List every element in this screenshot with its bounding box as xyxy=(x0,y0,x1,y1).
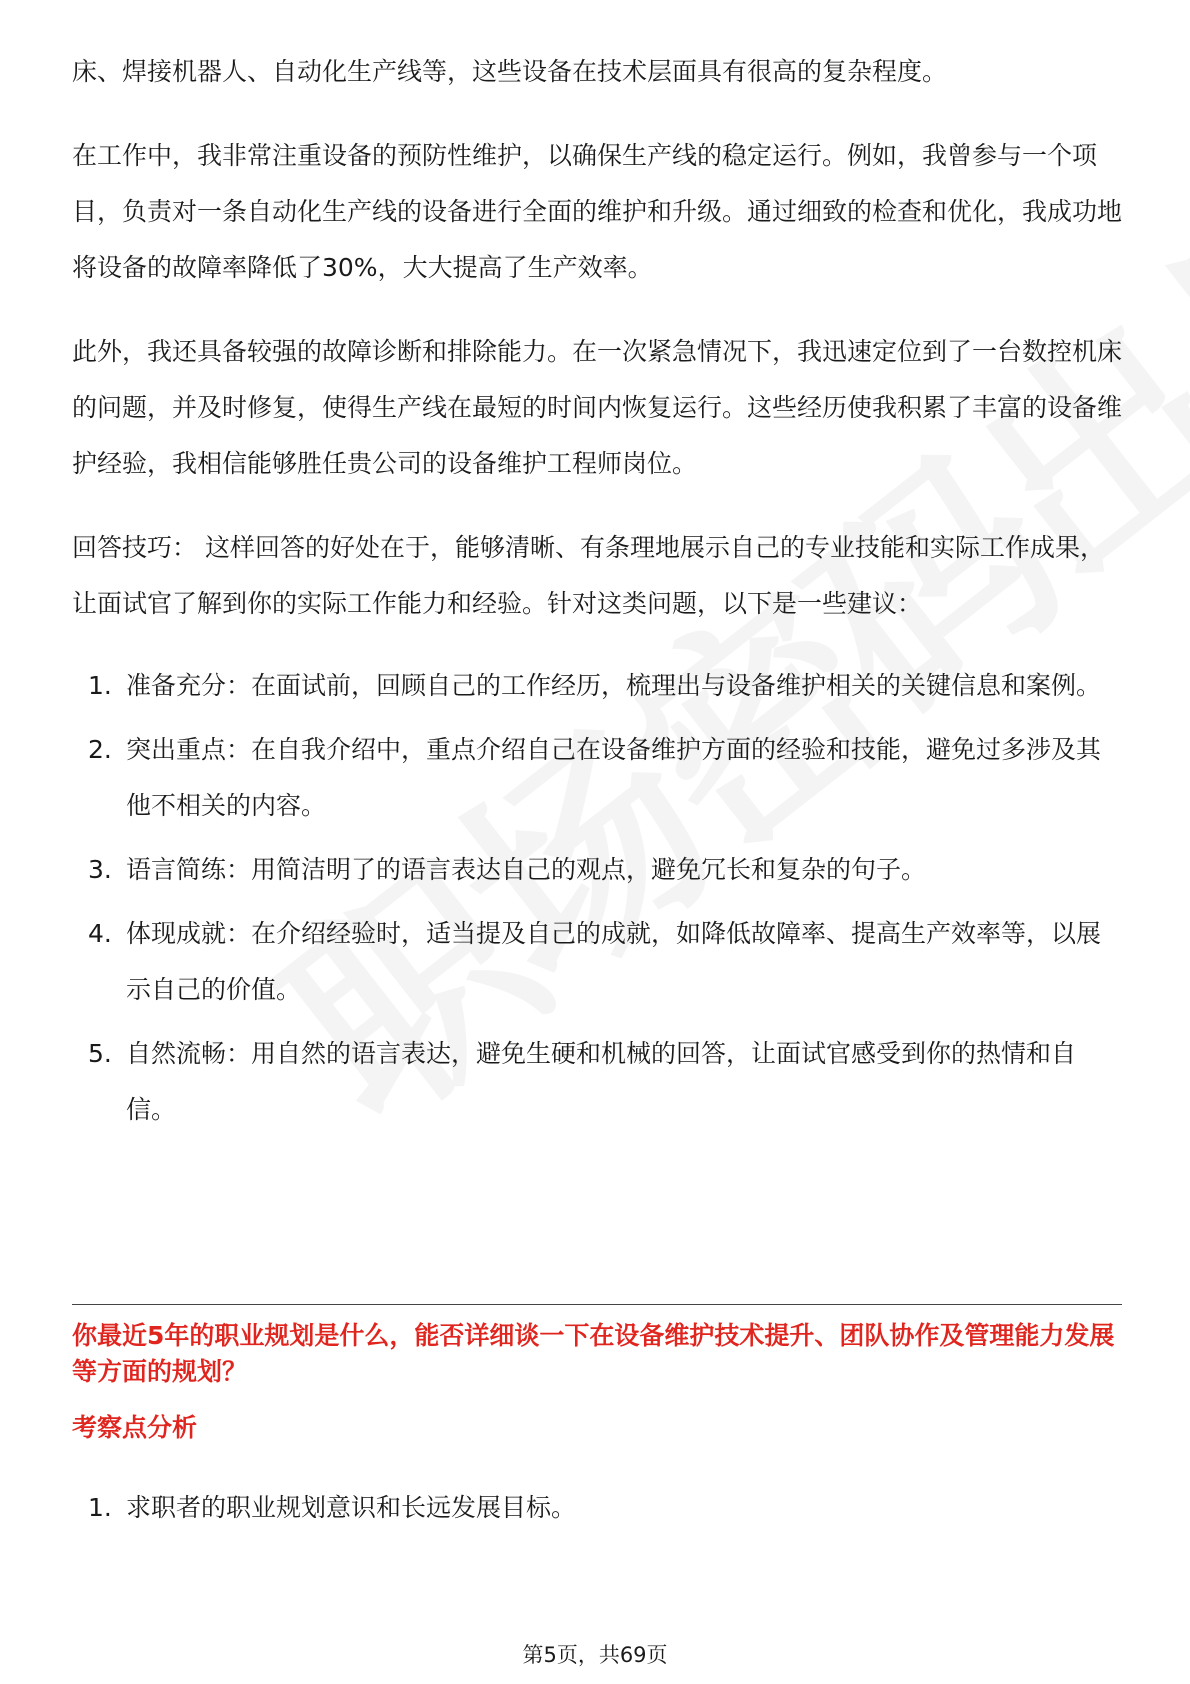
analysis-heading: 考察点分析 xyxy=(72,1413,198,1442)
list-item xyxy=(72,722,1122,834)
page-footer: 第5页，共69页 xyxy=(522,1643,668,1667)
section-divider xyxy=(72,1304,1122,1305)
tips-list xyxy=(72,658,1122,1138)
list-item xyxy=(72,658,1122,714)
list-item xyxy=(72,1480,1122,1536)
list-item-text: 准备充分：在面试前，回顾自己的工作经历，梳理出与设备维护相关的关键信息和案例。 xyxy=(126,671,1102,700)
list-item-text: 突出重点：在自我介绍中，重点介绍自己在设备维护方面的经验和技能，避免过多涉及其他不相关的内容。 xyxy=(126,735,1102,820)
list-item-text: 求职者的职业规划意识和长远发展目标。 xyxy=(126,1493,577,1522)
list-item-text: 自然流畅：用自然的语言表达，避免生硬和机械的回答，让面试官感受到你的热情和自信。 xyxy=(126,1039,1077,1124)
paragraph-3: 此外，我还具备较强的故障诊断和排除能力。在一次紧急情况下，我迅速定位到了一台数控机床的问题，并及时修复，使得生产线在最短的时间内恢复运行。这些经历使我积累了丰富的设备维护经验，我相信能够胜任贵公司的设备维护工程师岗位。 xyxy=(72,337,1123,478)
list-item-text: 体现成就：在介绍经验时，适当提及自己的成就，如降低故障率、提高生产效率等，以展示自己的价值。 xyxy=(126,919,1102,1004)
list-number: 3. xyxy=(88,855,112,884)
list-number: 1. xyxy=(88,671,112,700)
list-number: 4. xyxy=(88,919,112,948)
paragraph-2: 在工作中，我非常注重设备的预防性维护，以确保生产线的稳定运行。例如，我曾参与一个项目，负责对一条自动化生产线的设备进行全面的维护和升级。通过细致的检查和优化，我成功地将设备的故障率降低了30%，大大提高了生产效率。 xyxy=(72,141,1123,282)
list-number: 5. xyxy=(88,1039,112,1068)
analysis-list xyxy=(72,1480,1122,1536)
interview-question: 你最近5年的职业规划是什么，能否详细谈一下在设备维护技术提升、团队协作及管理能力发展等方面的规划？ xyxy=(72,1321,1115,1386)
paragraph-1: 床、焊接机器人、自动化生产线等，这些设备在技术层面具有很高的复杂程度。 xyxy=(72,57,948,86)
page-content xyxy=(72,44,1122,1146)
list-item xyxy=(72,906,1122,1018)
list-item-text: 语言简练：用简洁明了的语言表达自己的观点，避免冗长和复杂的句子。 xyxy=(126,855,927,884)
list-number: 2. xyxy=(88,735,112,764)
answer-tips-paragraph: 回答技巧： 这样回答的好处在于，能够清晰、有条理地展示自己的专业技能和实际工作成果，让面试官了解到你的实际工作能力和经验。针对这类问题，以下是一些建议： xyxy=(72,533,1105,618)
list-item xyxy=(72,842,1122,898)
list-number: 1. xyxy=(88,1493,112,1522)
list-item xyxy=(72,1026,1122,1138)
